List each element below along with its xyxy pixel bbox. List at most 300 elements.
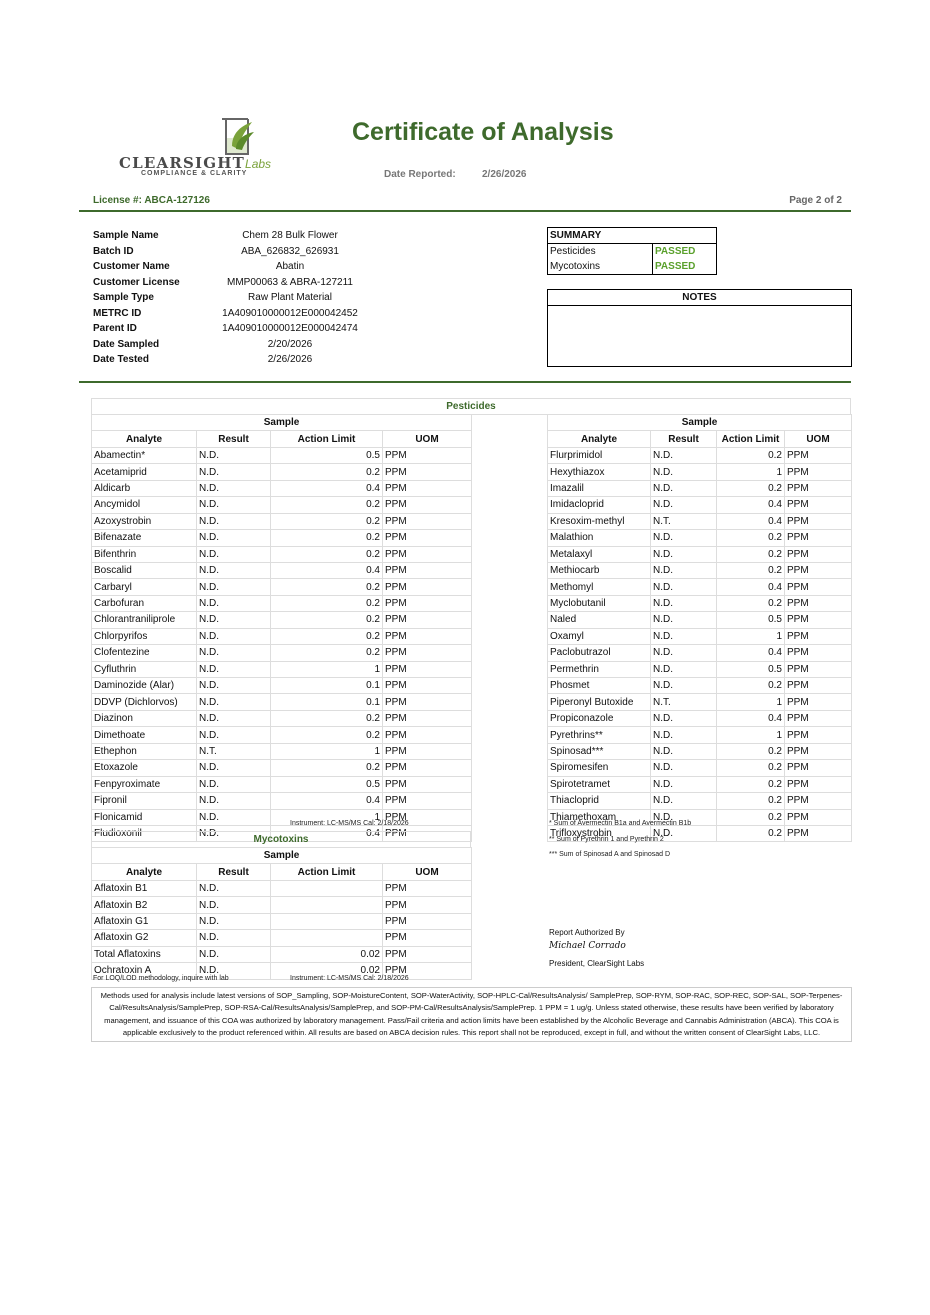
analyte-cell: Thiacloprid [548, 793, 651, 809]
action-limit-cell: 0.2 [271, 530, 383, 546]
table-row [92, 897, 472, 913]
uom-cell: PPM [383, 661, 472, 677]
info-label: Date Sampled [93, 339, 160, 350]
analyte-cell: Clofentezine [92, 645, 197, 661]
info-value: 1A409010000012E000042474 [222, 323, 358, 334]
sample-header: Sample [92, 848, 472, 864]
uom-cell: PPM [785, 776, 852, 792]
analyte-cell: Aldicarb [92, 480, 197, 496]
result-cell: N.D. [651, 579, 717, 595]
uom-cell: PPM [785, 743, 852, 759]
analyte-cell: Permethrin [548, 661, 651, 677]
analyte-cell: Pyrethrins** [548, 727, 651, 743]
result-cell: N.D. [197, 530, 271, 546]
table-row [92, 546, 472, 562]
pesticides-table-left [91, 414, 472, 842]
analyte-cell: Kresoxim-methyl [548, 513, 651, 529]
analyte-cell: Paclobutrazol [548, 645, 651, 661]
analyte-cell: Aflatoxin B2 [92, 897, 197, 913]
table-row [92, 710, 472, 726]
footnote: ** Sum of Pyrethrin 1 and Pyrethrin 2 [549, 836, 664, 843]
info-label: Batch ID [93, 246, 134, 257]
action-limit-cell: 0.2 [271, 579, 383, 595]
column-header: Analyte [548, 431, 651, 447]
result-cell: N.D. [197, 562, 271, 578]
uom-cell: PPM [785, 513, 852, 529]
action-limit-cell: 0.02 [271, 963, 383, 979]
logo-wordmark: CLEARSIGHTLabs [119, 154, 272, 172]
analyte-cell: Fipronil [92, 793, 197, 809]
analyte-cell: Azoxystrobin [92, 513, 197, 529]
page-number: Page 2 of 2 [789, 195, 842, 206]
analyte-cell: Naled [548, 612, 651, 628]
sample-header: Sample [548, 415, 852, 431]
action-limit-cell [271, 880, 383, 896]
summary-row [548, 244, 717, 260]
analyte-cell: Daminozide (Alar) [92, 678, 197, 694]
uom-cell: PPM [383, 913, 472, 929]
uom-cell: PPM [785, 480, 852, 496]
action-limit-cell: 0.2 [271, 546, 383, 562]
info-label: Date Tested [93, 354, 149, 365]
result-cell: N.D. [197, 710, 271, 726]
status-badge: PASSED [655, 246, 696, 257]
action-limit-cell: 0.5 [717, 661, 785, 677]
table-row [92, 760, 472, 776]
analyte-cell: Oxamyl [548, 628, 651, 644]
info-value: 1A409010000012E000042452 [222, 308, 358, 319]
result-cell: N.D. [651, 678, 717, 694]
summary-table [547, 227, 717, 275]
table-row [548, 562, 852, 578]
result-cell: N.D. [197, 963, 271, 979]
authorized-by-label: Report Authorized By [549, 928, 625, 937]
table-row [548, 661, 852, 677]
info-value: ABA_626832_626931 [241, 246, 339, 257]
analyte-cell: Dimethoate [92, 727, 197, 743]
info-value: Abatin [275, 261, 305, 272]
pesticides-title: Pesticides [91, 398, 851, 415]
result-cell: N.D. [197, 776, 271, 792]
uom-cell: PPM [785, 727, 852, 743]
analyte-cell: Methomyl [548, 579, 651, 595]
uom-cell: PPM [383, 645, 472, 661]
analyte-cell: Etoxazole [92, 760, 197, 776]
analyte-cell: Piperonyl Butoxide [548, 694, 651, 710]
analyte-cell: Ochratoxin A [92, 963, 197, 979]
action-limit-cell: 1 [717, 464, 785, 480]
table-row [92, 562, 472, 578]
uom-cell: PPM [383, 628, 472, 644]
uom-cell: PPM [383, 464, 472, 480]
analyte-cell: Abamectin* [92, 447, 197, 463]
uom-cell: PPM [383, 776, 472, 792]
uom-cell: PPM [383, 743, 472, 759]
date-reported-label: Date Reported: [384, 169, 456, 180]
result-cell: N.D. [651, 645, 717, 661]
action-limit-cell: 0.1 [271, 678, 383, 694]
uom-cell: PPM [785, 447, 852, 463]
table-row [92, 930, 472, 946]
action-limit-cell: 0.2 [717, 546, 785, 562]
info-label: Customer License [93, 277, 180, 288]
uom-cell: PPM [383, 612, 472, 628]
result-cell: N.D. [197, 546, 271, 562]
result-cell: N.D. [197, 694, 271, 710]
result-cell: N.D. [651, 595, 717, 611]
loq-note: For LOQ/LOD methodology, inquire with lab [93, 975, 229, 982]
result-cell: N.T. [651, 513, 717, 529]
action-limit-cell: 0.2 [717, 678, 785, 694]
info-label: Parent ID [93, 323, 137, 334]
pesticides-instrument: Instrument: LC-MS/MS Cal: 2/18/2026 [290, 820, 409, 827]
action-limit-cell: 0.5 [271, 447, 383, 463]
result-cell: N.D. [651, 760, 717, 776]
uom-cell: PPM [785, 825, 852, 841]
column-header: Analyte [92, 864, 197, 880]
notes-box [547, 289, 852, 367]
table-row [92, 880, 472, 896]
analyte-cell: Ethephon [92, 743, 197, 759]
analyte-cell: Bifenazate [92, 530, 197, 546]
action-limit-cell: 0.2 [717, 530, 785, 546]
uom-cell: PPM [383, 825, 472, 841]
analyte-cell: Flonicamid [92, 809, 197, 825]
table-row [548, 694, 852, 710]
action-limit-cell: 0.2 [271, 727, 383, 743]
uom-cell: PPM [785, 628, 852, 644]
action-limit-cell: 0.2 [717, 776, 785, 792]
analyte-cell: Flurprimidol [548, 447, 651, 463]
table-row [548, 678, 852, 694]
column-header: UOM [383, 431, 472, 447]
uom-cell: PPM [383, 447, 472, 463]
section-divider [79, 381, 851, 383]
analyte-cell: Trifloxystrobin [548, 825, 651, 841]
result-cell: N.D. [197, 913, 271, 929]
summary-title: SUMMARY [548, 228, 717, 244]
table-row [92, 612, 472, 628]
action-limit-cell [271, 930, 383, 946]
table-row [548, 760, 852, 776]
uom-cell: PPM [785, 562, 852, 578]
result-cell: N.D. [197, 595, 271, 611]
result-cell: N.D. [651, 612, 717, 628]
info-value: Raw Plant Material [248, 292, 332, 303]
mycotoxins-title: Mycotoxins [91, 831, 471, 848]
table-row [548, 645, 852, 661]
result-cell: N.D. [651, 530, 717, 546]
action-limit-cell: 0.2 [271, 497, 383, 513]
uom-cell: PPM [383, 480, 472, 496]
analyte-cell: Aflatoxin G1 [92, 913, 197, 929]
column-header: Action Limit [271, 864, 383, 880]
info-value: Chem 28 Bulk Flower [242, 230, 338, 241]
uom-cell: PPM [785, 464, 852, 480]
action-limit-cell: 0.1 [271, 694, 383, 710]
action-limit-cell: 0.4 [717, 497, 785, 513]
summary-row [548, 259, 717, 275]
table-row [92, 530, 472, 546]
action-limit-cell: 0.2 [271, 595, 383, 611]
result-cell: N.D. [651, 776, 717, 792]
uom-cell: PPM [785, 694, 852, 710]
action-limit-cell: 0.2 [271, 513, 383, 529]
analyte-cell: Acetamiprid [92, 464, 197, 480]
uom-cell: PPM [383, 694, 472, 710]
uom-cell: PPM [383, 595, 472, 611]
action-limit-cell [271, 913, 383, 929]
action-limit-cell: 1 [717, 628, 785, 644]
footnote: *** Sum of Spinosad A and Spinosad D [549, 851, 671, 858]
analyte-cell: Hexythiazox [548, 464, 651, 480]
action-limit-cell: 0.2 [717, 825, 785, 841]
table-row [548, 595, 852, 611]
table-row [92, 628, 472, 644]
column-header: Action Limit [717, 431, 785, 447]
analyte-cell: Fenpyroximate [92, 776, 197, 792]
analyte-cell: Methiocarb [548, 562, 651, 578]
analyte-cell: Cyfluthrin [92, 661, 197, 677]
info-value: 2/26/2026 [267, 354, 313, 365]
uom-cell: PPM [785, 678, 852, 694]
result-cell: N.D. [197, 793, 271, 809]
result-cell: N.D. [197, 678, 271, 694]
info-label: Sample Type [93, 292, 154, 303]
analyte-cell: DDVP (Dichlorvos) [92, 694, 197, 710]
uom-cell: PPM [383, 930, 472, 946]
notes-title: NOTES [548, 290, 851, 306]
header-divider [79, 210, 851, 212]
action-limit-cell: 0.2 [717, 595, 785, 611]
table-row [92, 678, 472, 694]
action-limit-cell: 0.4 [717, 513, 785, 529]
action-limit-cell: 0.2 [717, 809, 785, 825]
uom-cell: PPM [383, 897, 472, 913]
table-row [92, 694, 472, 710]
column-header: Result [197, 864, 271, 880]
uom-cell: PPM [785, 497, 852, 513]
info-label: Customer Name [93, 261, 170, 272]
authorizer-title: President, ClearSight Labs [549, 959, 645, 968]
info-label: METRC ID [93, 308, 142, 319]
action-limit-cell: 0.2 [271, 760, 383, 776]
action-limit-cell: 0.2 [271, 645, 383, 661]
action-limit-cell: 0.2 [717, 480, 785, 496]
table-row [92, 913, 472, 929]
uom-cell: PPM [383, 710, 472, 726]
page-title: Certificate of Analysis [352, 118, 614, 146]
table-row [92, 447, 472, 463]
mycotoxins-instrument: Instrument: LC-MS/MS Cal: 2/18/2026 [290, 975, 409, 982]
table-row [92, 809, 472, 825]
analyte-cell: Imazalil [548, 480, 651, 496]
result-cell: N.D. [197, 760, 271, 776]
column-header: UOM [383, 864, 472, 880]
logo-tagline: COMPLIANCE & CLARITY [141, 170, 248, 177]
action-limit-cell: 1 [717, 694, 785, 710]
table-row [92, 661, 472, 677]
result-cell: N.D. [651, 497, 717, 513]
table-row [92, 793, 472, 809]
action-limit-cell: 1 [271, 743, 383, 759]
signature: Michael Corrado [549, 941, 626, 951]
result-cell: N.D. [197, 447, 271, 463]
table-row [548, 513, 852, 529]
analyte-cell: Myclobutanil [548, 595, 651, 611]
analyte-cell: Metalaxyl [548, 546, 651, 562]
analyte-cell: Carbaryl [92, 579, 197, 595]
uom-cell: PPM [383, 530, 472, 546]
uom-cell: PPM [785, 530, 852, 546]
analyte-cell: Chlorpyrifos [92, 628, 197, 644]
action-limit-cell: 0.2 [271, 464, 383, 480]
analyte-cell: Ancymidol [92, 497, 197, 513]
uom-cell: PPM [383, 678, 472, 694]
action-limit-cell: 1 [717, 727, 785, 743]
table-row [548, 776, 852, 792]
action-limit-cell: 0.4 [717, 645, 785, 661]
uom-cell: PPM [785, 661, 852, 677]
action-limit-cell: 1 [271, 809, 383, 825]
date-reported-value: 2/26/2026 [482, 169, 527, 180]
table-row [548, 497, 852, 513]
uom-cell: PPM [383, 562, 472, 578]
action-limit-cell: 0.2 [271, 612, 383, 628]
result-cell: N.D. [651, 661, 717, 677]
uom-cell: PPM [785, 595, 852, 611]
table-row [92, 464, 472, 480]
uom-cell: PPM [785, 579, 852, 595]
uom-cell: PPM [785, 710, 852, 726]
result-cell: N.D. [651, 710, 717, 726]
table-row [548, 628, 852, 644]
info-label: Sample Name [93, 230, 159, 241]
analyte-cell: Bifenthrin [92, 546, 197, 562]
analyte-cell: Spinosad*** [548, 743, 651, 759]
result-cell: N.T. [651, 694, 717, 710]
action-limit-cell: 0.4 [271, 825, 383, 841]
result-cell: N.D. [651, 809, 717, 825]
table-row [92, 727, 472, 743]
analyte-cell: Fludioxonil [92, 825, 197, 841]
analyte-cell: Aflatoxin G2 [92, 930, 197, 946]
summary-label: Pesticides [548, 244, 653, 260]
uom-cell: PPM [785, 809, 852, 825]
result-cell: N.D. [651, 793, 717, 809]
summary-label: Mycotoxins [548, 259, 653, 275]
table-row [548, 612, 852, 628]
column-header: Analyte [92, 431, 197, 447]
analyte-cell: Phosmet [548, 678, 651, 694]
result-cell: N.D. [197, 579, 271, 595]
result-cell: N.D. [197, 661, 271, 677]
result-cell: N.D. [197, 930, 271, 946]
uom-cell: PPM [383, 546, 472, 562]
uom-cell: PPM [383, 880, 472, 896]
analyte-cell: Spirotetramet [548, 776, 651, 792]
result-cell: N.D. [651, 628, 717, 644]
result-cell: N.D. [197, 513, 271, 529]
result-cell: N.D. [197, 946, 271, 962]
info-value: MMP00063 & ABRA-127211 [226, 277, 353, 288]
result-cell: N.D. [651, 562, 717, 578]
column-header: Result [651, 431, 717, 447]
result-cell: N.D. [197, 727, 271, 743]
result-cell: N.T. [197, 743, 271, 759]
action-limit-cell: 0.4 [717, 710, 785, 726]
table-row [92, 497, 472, 513]
uom-cell: PPM [785, 645, 852, 661]
action-limit-cell: 0.4 [271, 793, 383, 809]
result-cell: N.D. [651, 743, 717, 759]
column-header: Action Limit [271, 431, 383, 447]
table-row [548, 710, 852, 726]
result-cell: N.D. [651, 480, 717, 496]
table-row [548, 480, 852, 496]
result-cell: N.D. [197, 612, 271, 628]
uom-cell: PPM [383, 760, 472, 776]
result-cell: N.D. [651, 464, 717, 480]
analyte-cell: Imidacloprid [548, 497, 651, 513]
uom-cell: PPM [383, 793, 472, 809]
uom-cell: PPM [383, 963, 472, 979]
analyte-cell: Aflatoxin B1 [92, 880, 197, 896]
result-cell: N.D. [651, 727, 717, 743]
table-row [548, 530, 852, 546]
action-limit-cell: 0.2 [717, 793, 785, 809]
result-cell: N.D. [651, 447, 717, 463]
table-row [92, 579, 472, 595]
action-limit-cell: 0.5 [271, 776, 383, 792]
result-cell: N.D. [651, 825, 717, 841]
result-cell: N.D. [197, 497, 271, 513]
table-row [548, 727, 852, 743]
sample-header: Sample [92, 415, 472, 431]
table-row [92, 480, 472, 496]
action-limit-cell: 0.5 [717, 612, 785, 628]
uom-cell: PPM [383, 579, 472, 595]
column-header: UOM [785, 431, 852, 447]
uom-cell: PPM [785, 760, 852, 776]
table-row [548, 447, 852, 463]
info-value: 2/20/2026 [267, 339, 313, 350]
analyte-cell: Total Aflatoxins [92, 946, 197, 962]
result-cell: N.D. [197, 480, 271, 496]
analyte-cell: Carbofuran [92, 595, 197, 611]
analyte-cell: Malathion [548, 530, 651, 546]
action-limit-cell [271, 897, 383, 913]
disclaimer: Methods used for analysis include latest versions of SOP_Sampling, SOP-MoistureContent, SOP-WaterActivity, SOP-HPLC-Cal/ResultsAnalysis/ SamplePrep, SOP-RYM, SOP-RAC, SOP-REC, SOP-SAL, SOP-Terpenes-Cal/ResultsAnalysis/SamplePrep, SOP-RSA-Cal/ResultsAnalysis/SamplePrep, and SOP-PM-Cal/ResultsAnalysis/SamplePrep. 1 PPM = 1 ug/g. Unless stated otherwise, these results have been verified by laboratory management, and issuance of this COA was authorized by laboratory management. Pass/Fail criteria and action limits have been established by the Alcoholic Beverage and Cannabis Administration (ABCA). This COA is applicable exclusively to the product referenced within. All results are based on ABCA decision rules. This report shall not be reproduced, except in full, and without the written consent of ClearSight Labs, LLC. [91, 987, 852, 1042]
action-limit-cell: 0.2 [717, 743, 785, 759]
result-cell: N.D. [197, 897, 271, 913]
analyte-cell: Chlorantraniliprole [92, 612, 197, 628]
analyte-cell: Propiconazole [548, 710, 651, 726]
action-limit-cell: 0.4 [717, 579, 785, 595]
action-limit-cell: 0.2 [271, 710, 383, 726]
uom-cell: PPM [785, 793, 852, 809]
result-cell: N.D. [197, 628, 271, 644]
action-limit-cell: 0.2 [717, 562, 785, 578]
action-limit-cell: 0.2 [271, 628, 383, 644]
analyte-cell: Boscalid [92, 562, 197, 578]
table-row [548, 579, 852, 595]
action-limit-cell: 0.02 [271, 946, 383, 962]
mycotoxins-table [91, 847, 472, 980]
result-cell: N.D. [197, 809, 271, 825]
column-header: Result [197, 431, 271, 447]
uom-cell: PPM [785, 612, 852, 628]
